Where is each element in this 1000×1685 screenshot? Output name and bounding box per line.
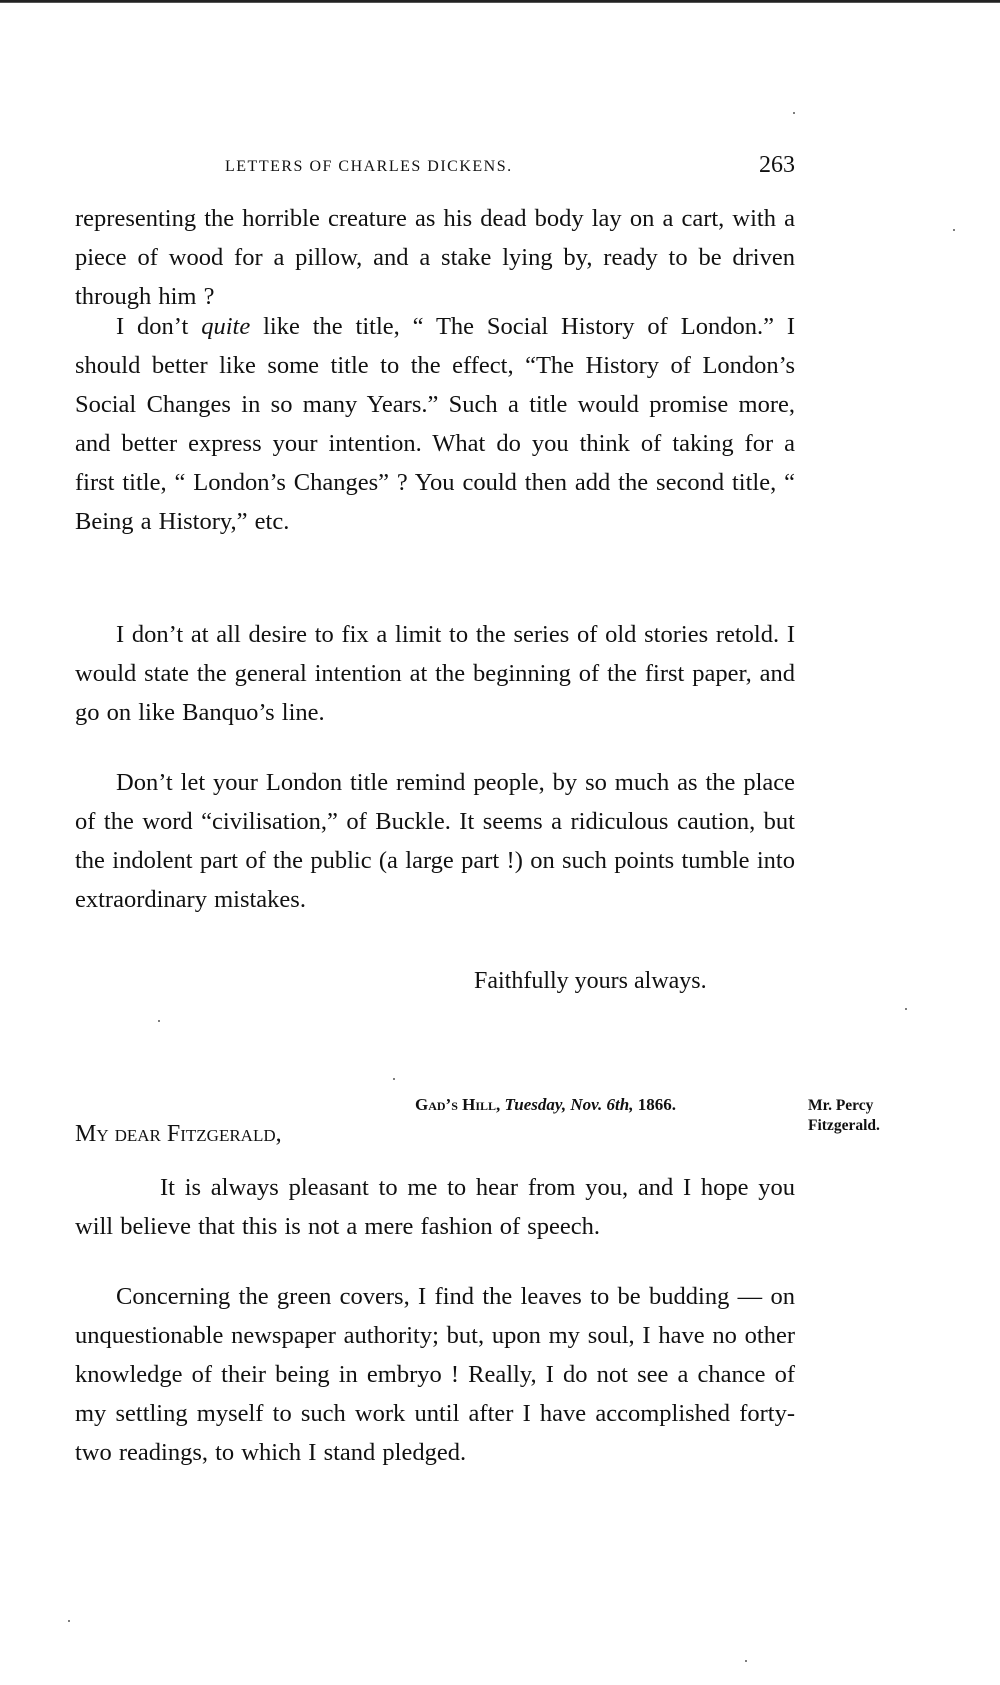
paragraph-2 (75, 307, 795, 541)
running-header (75, 152, 795, 186)
margin-speck (68, 1620, 70, 1622)
paragraph-4: Don’t let your London title remind people, by so much as the place of the word “civilisation,” of Buckle. It seems a ridiculous caution, but the indolent part of the public (a large part !) on such points tumble into extraordinary mistakes. (75, 769, 795, 913)
margin-speck (745, 1660, 747, 1662)
paragraph-2-rest: like the title, “ The Social History of London.” I should better like some title to the effect, “The History of London’s Social Changes in so many Years.” Such a title would promise more, and better express your intention. What do you think of taking for a first title, “ London’s Changes” ? You could then add the second title, “ Being a History,” etc. (75, 313, 795, 535)
page-number: 263 (759, 152, 795, 178)
paragraph-3: I don’t at all desire to fix a limit to the series of old stories retold. I would state the general intention at the beginning of the first paper, and go on like Banquo’s line. (75, 621, 795, 726)
paragraph-5: It is always pleasant to me to hear from you, and I hope you will believe that this is not a mere fashion of speech. (75, 1174, 795, 1240)
dateline-date: Tuesday, Nov. 6th, (504, 1095, 634, 1114)
dateline (415, 1095, 676, 1115)
margin-speck (393, 1078, 395, 1080)
salutation: My dear Fitzgerald, (75, 1121, 282, 1147)
recipient-note-line-1: Mr. Percy (808, 1097, 874, 1114)
recipient-side-note (808, 1096, 918, 1136)
recipient-note-line-2: Fitzgerald. (808, 1117, 880, 1134)
running-title: LETTERS OF CHARLES DICKENS. (225, 158, 513, 175)
margin-speck (905, 1008, 907, 1010)
dateline-place: Gad’s Hill, (415, 1095, 501, 1114)
margin-speck (793, 112, 795, 114)
paragraph-6: Concerning the green covers, I find the leaves to be budding — on unquestionable newspaper authority; but, upon my soul, I have no other knowledge of their being in embryo ! Really, I do not see a chance of my settling myself to such work until after I have accomplished forty-two readings, to which I stand pledged. (75, 1283, 795, 1466)
margin-speck (158, 1020, 160, 1022)
letter-closing: Faithfully yours always. (474, 968, 707, 994)
top-edge-rule (0, 0, 1000, 5)
dateline-year: 1866. (637, 1095, 676, 1114)
emphasis-quite: quite (201, 313, 251, 340)
paragraph-1: representing the horrible creature as his dead body lay on a cart, with a piece of wood for a pillow, and a stake lying by, ready to be driven through him ? (75, 205, 795, 310)
margin-speck (953, 229, 955, 231)
paragraph-2-start: I don’t (116, 313, 202, 340)
